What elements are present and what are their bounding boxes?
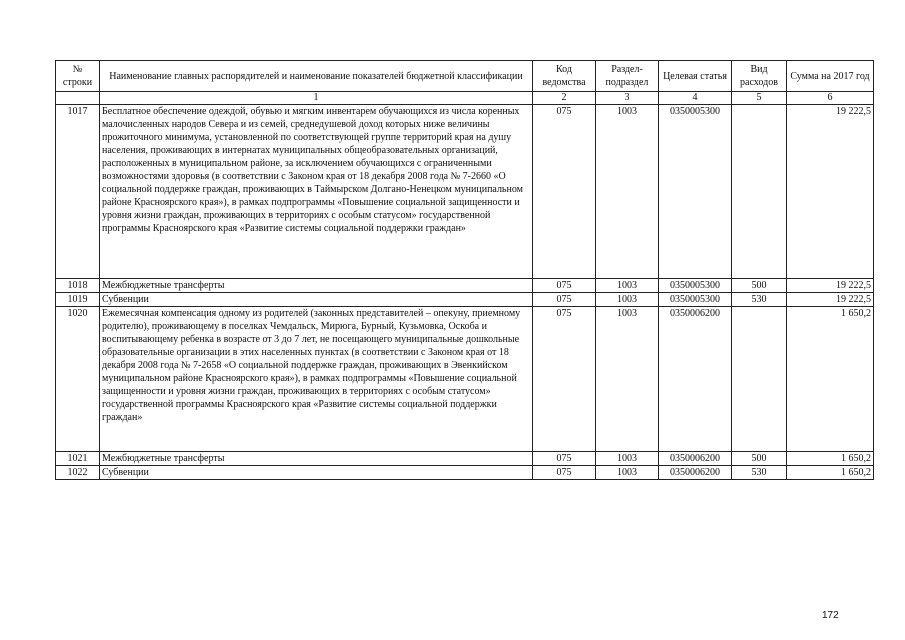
header-name: Наименование главных распорядителей и наименование показателей бюджетной классификации [100,61,533,92]
row-number: 1018 [56,279,100,293]
row-name: Межбюджетные трансферты [100,279,533,293]
row-name: Ежемесячная компенсация одному из родителей (законных представителей – опекуну, приемному родителю), проживающему в поселках Чемдальск, Мирюга, Бурный, Кузьмовка, Оскоба и воспитывающему ребенка в возрасте от 3 до 7 лет, не посещающего муниципальные дошкольные образовательные организации в этих населенных пунктах (в соответствии с Законом края от 18 декабря 2008 года № 7-2658 «О социальной поддержке граждан, проживающих в Эвенкийском муниципальном районе Красноярского края»), в рамках подпрограммы «Повышение социальной защищенности и уровня жизни граждан, проживающих в территориях с особым статусом» государственной программы Красноярского края «Развитие системы социальной поддержки граждан» [100,307,533,452]
row-section: 1003 [596,293,659,307]
row-number: 1022 [56,466,100,480]
row-section: 1003 [596,452,659,466]
row-section: 1003 [596,279,659,293]
table-row [56,307,874,452]
column-number: 4 [659,92,732,105]
header-expense-type: Вид расходов [732,61,787,92]
column-number: 3 [596,92,659,105]
row-target: 0350005300 [659,105,732,279]
row-target: 0350006200 [659,452,732,466]
header-row [56,61,874,92]
row-target: 0350006200 [659,307,732,452]
table-row [56,466,874,480]
row-dept: 075 [533,307,596,452]
column-number: 2 [533,92,596,105]
row-dept: 075 [533,452,596,466]
row-type: 530 [732,466,787,480]
column-number-row [56,92,874,105]
header-dept-code: Код ведомства [533,61,596,92]
column-number: 1 [100,92,533,105]
row-target: 0350006200 [659,466,732,480]
header-amount: Сумма на 2017 год [787,61,874,92]
row-amount: 19 222,5 [787,279,874,293]
row-section: 1003 [596,307,659,452]
row-type: 500 [732,279,787,293]
row-dept: 075 [533,466,596,480]
header-row-no: № строки [56,61,100,92]
row-dept: 075 [533,279,596,293]
row-dept: 075 [533,293,596,307]
row-number: 1017 [56,105,100,279]
table-row [56,105,874,279]
row-number: 1021 [56,452,100,466]
column-number: 6 [787,92,874,105]
row-type [732,307,787,452]
row-dept: 075 [533,105,596,279]
row-target: 0350005300 [659,279,732,293]
row-type [732,105,787,279]
row-name: Субвенции [100,466,533,480]
header-section: Раздел-подраздел [596,61,659,92]
row-amount: 1 650,2 [787,466,874,480]
row-amount: 1 650,2 [787,452,874,466]
row-name: Субвенции [100,293,533,307]
row-type: 500 [732,452,787,466]
column-number: 5 [732,92,787,105]
row-type: 530 [732,293,787,307]
row-number: 1020 [56,307,100,452]
table-row [56,279,874,293]
row-number: 1019 [56,293,100,307]
budget-table [55,60,874,480]
row-target: 0350005300 [659,293,732,307]
row-amount: 19 222,5 [787,105,874,279]
column-number-blank [56,92,100,105]
table-row [56,452,874,466]
row-section: 1003 [596,466,659,480]
row-amount: 19 222,5 [787,293,874,307]
table-row [56,293,874,307]
row-name: Бесплатное обеспечение одеждой, обувью и мягким инвентарем обучающихся из числа коренных малочисленных народов Севера и из семей, среднедушевой доход которых ниже величины прожиточного минимума, установленной по соответствующей группе территорий края на душу населения, проживающих в интернатах муниципальных общеобразовательных организаций, расположенных в муниципальном районе, за исключением обучающихся с ограниченными возможностями здоровья (в соответствии с Законом края от 18 декабря 2008 года № 7-2660 «О социальной поддержке граждан, проживающих в Таймырском Долгано-Ненецком муниципальном районе Красноярского края»), в рамках подпрограммы «Повышение социальной защищенности и уровня жизни граждан, проживающих в территориях с особым статусом» государственной программы Красноярского края «Развитие системы социальной поддержки граждан» [100,105,533,279]
row-name: Межбюджетные трансферты [100,452,533,466]
page-number: 172 [822,610,839,621]
row-section: 1003 [596,105,659,279]
row-amount: 1 650,2 [787,307,874,452]
header-target: Целевая статья [659,61,732,92]
